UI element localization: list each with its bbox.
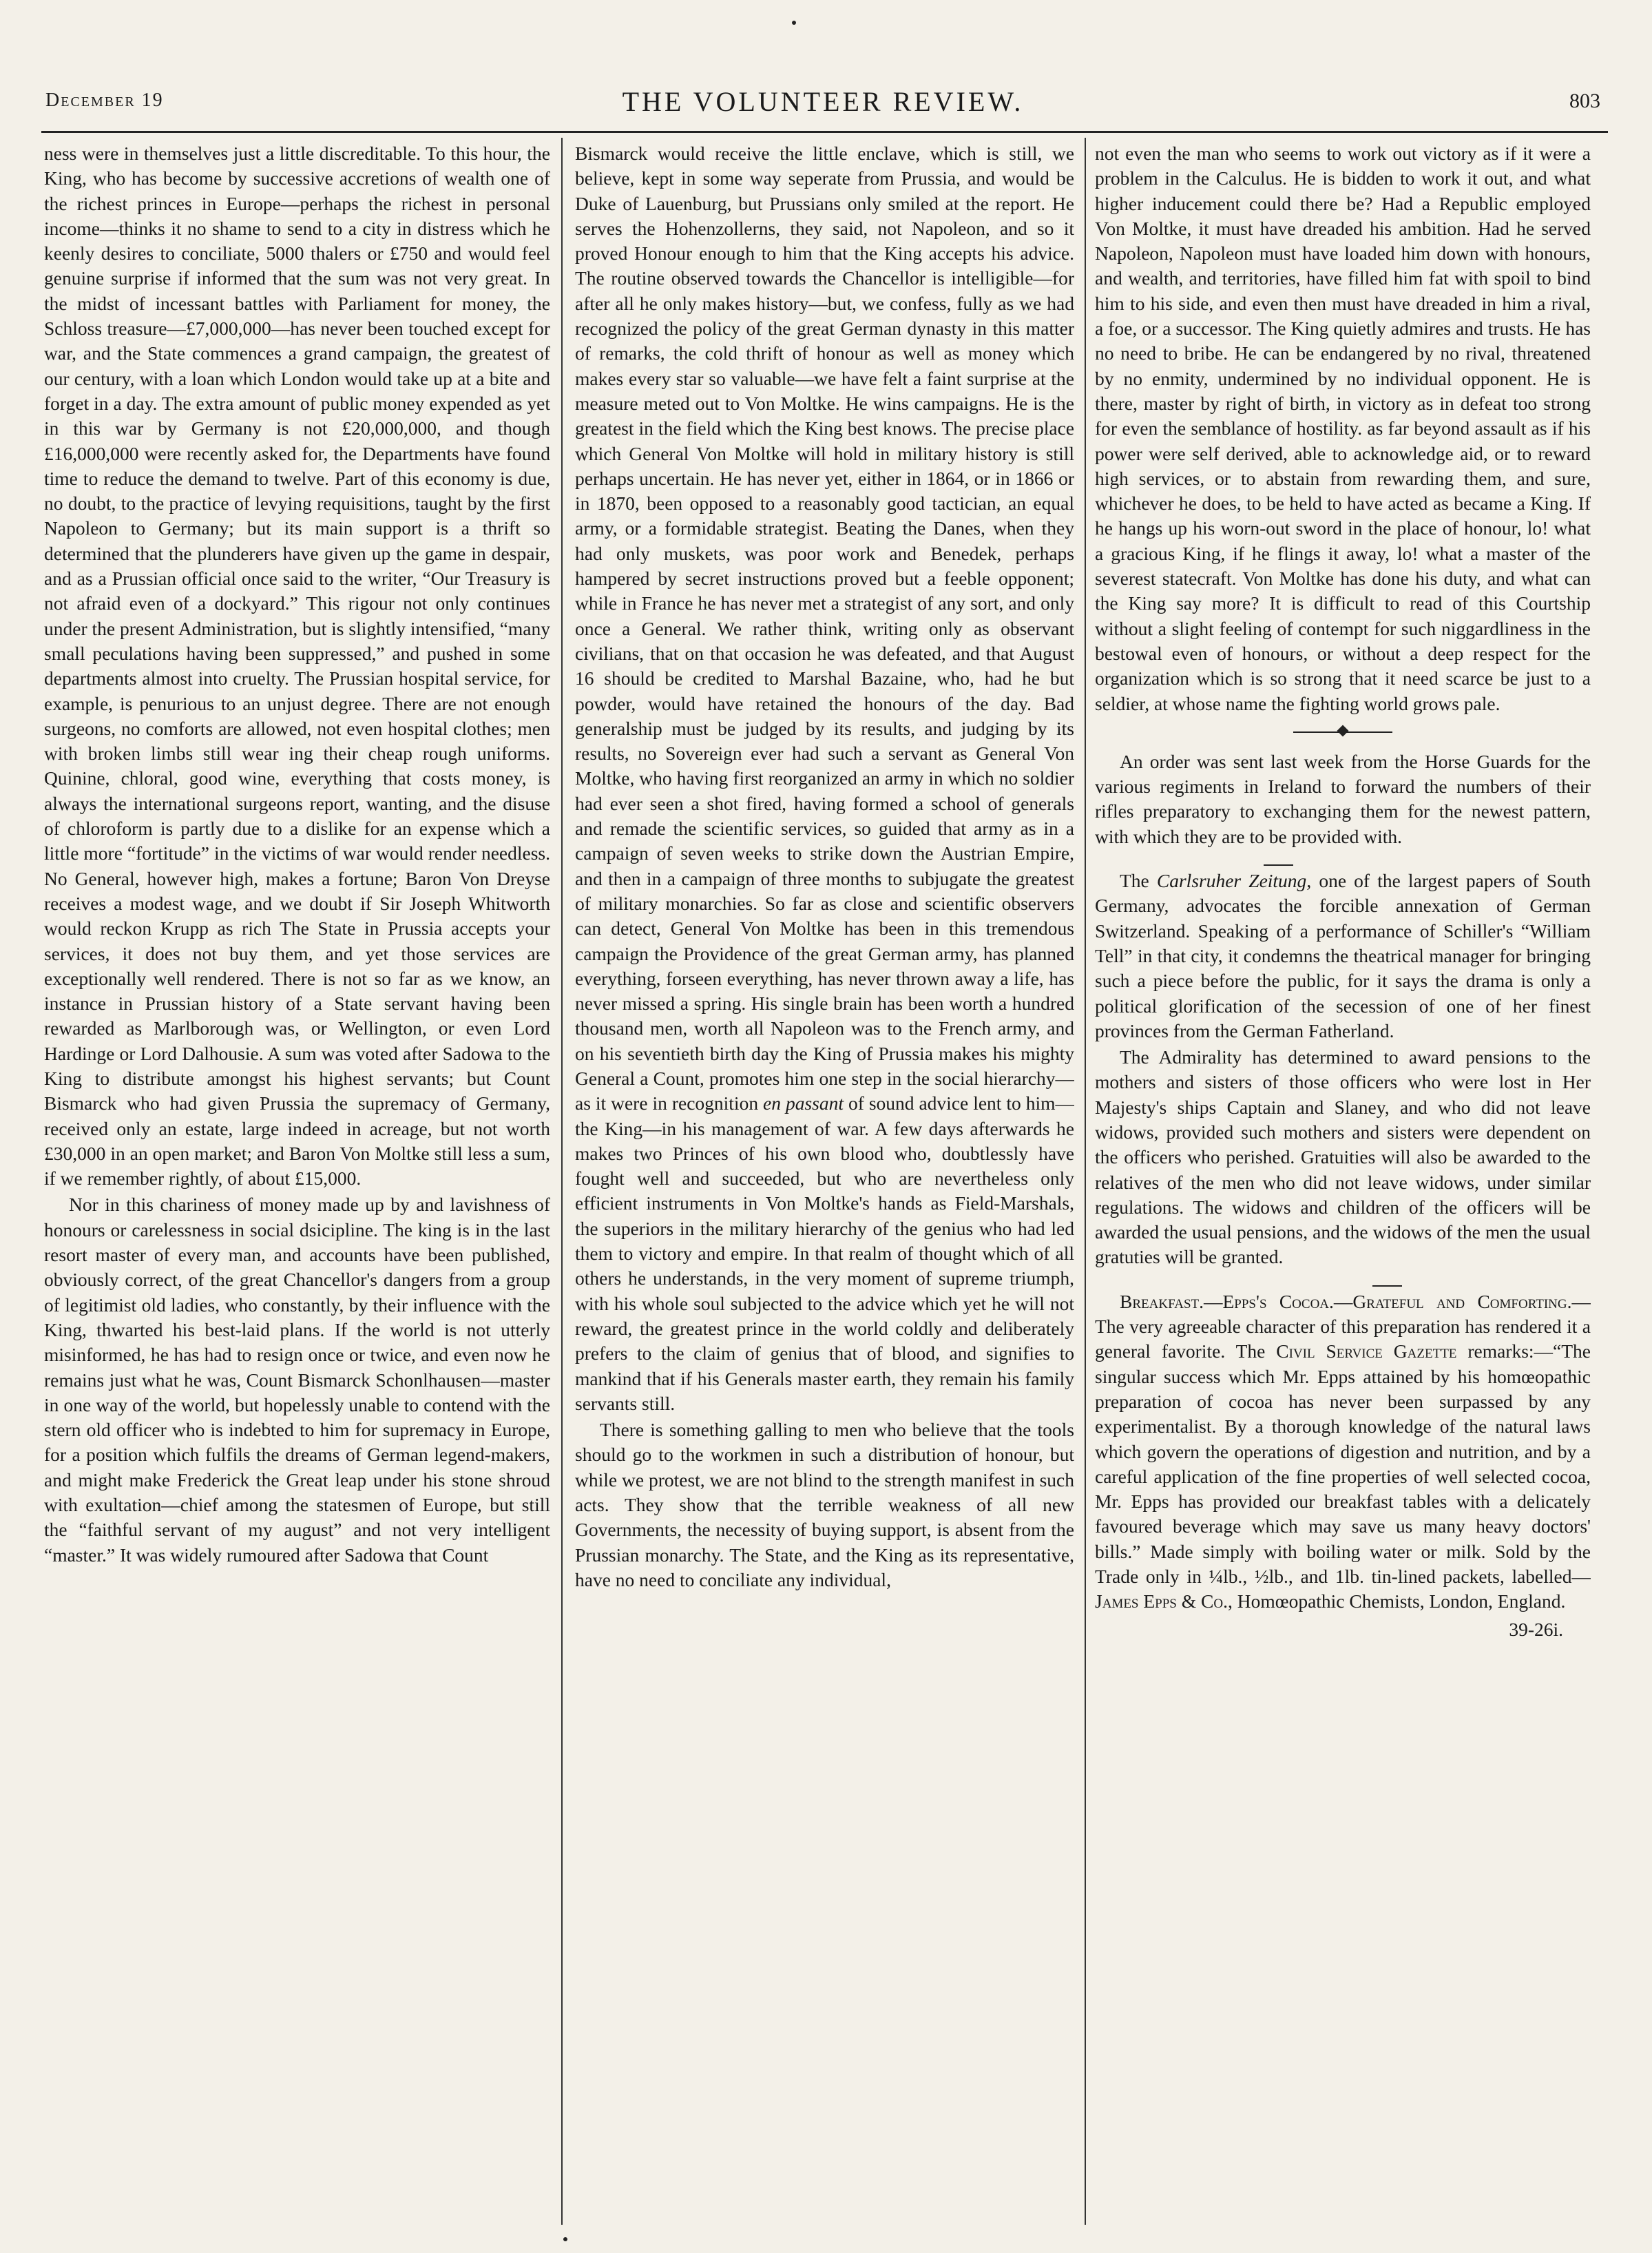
col2-paragraph-2: There is something galling to men who believe that the tools should go to the workmen in such a distribution of honour, but while we protest, we are not blind to the strength manifest in such acts. They show that the terrible weakness of all new Governments, the necessity of buying support, is absent from the Prussian monarchy. The State, and the King as its representative, have no need to conciliate any individual, [575,1419,1074,1590]
header-rule [41,131,1608,133]
ad-body-a: —The very agreeable character of this preparation has rendered it a general favorite. The [1095,1290,1591,1362]
column-3 [1095,141,1591,2152]
column-1 [44,141,550,2152]
col2-p1-italic: en passant [763,1092,844,1114]
header-title: THE VOLUNTEER REVIEW. [622,86,1024,117]
ad-headline: Breakfast.—Epps's Cocoa.—Grateful and Comforting. [1120,1290,1572,1312]
short-separator-2 [1095,1273,1591,1287]
bottom-ink-dot [563,2237,567,2241]
col3-paragraph-3 [1095,869,1591,1044]
column-rule-2 [1085,138,1086,2225]
ad-body-b: remarks:—“The singular success which Mr. Epps attained by his homœopathic preparation of cocoa has never been surpassed by any experimentalist. By a thorough knowledge of the natural laws which govern the operations of digestion and nutrition, and by a careful application of the fine properties of well selected cocoa, Mr. Epps has provided our breakfast tables with a delicately favoured beverage which may save us many heavy doctors' bills.” Made simply with boiling water or milk. Sold by the Trade only in ¼lb., ½lb., and 1lb. tin-lined packets, labelled— [1095,1340,1591,1588]
column-2 [575,141,1074,2152]
ad-code: 39-26i. [1509,1618,1563,1640]
col2-paragraph-1 [575,141,1074,1416]
col3-p3-italic: Carlsruher Zeitung [1156,870,1307,892]
col3-paragraph-4: The Admirality has determined to award pensions to the mothers and sisters of those officers who were lost in Her Majesty's ships Captain and Slaney, and who did not leave widows, provided such mothers and sisters were dependent on the officers who perished. Gratuities will also be awarded to the relatives of the men who did not leave widows, under similar regulations. The widows and children of the officers will be awarded the usual pensions, and the widows of the men the usual gratuties will be granted. [1095,1046,1591,1268]
ad-firm: James Epps & Co. [1095,1590,1228,1612]
separator-diamond [1337,725,1349,736]
short-separator-1 [1095,852,1591,866]
col3-paragraph-2: An order was sent last week from the Horse Guards for the various regiments in Ireland to forward the numbers of their rifles preparatory to exchanging them for the newest pattern, with which they are to be provided with. [1095,750,1591,847]
header-page-number: 803 [1569,90,1600,112]
ad-body-c: , Homœopathic Chemists, London, England. [1227,1590,1566,1612]
header-date: December 19 [45,90,164,111]
top-ink-dot [792,21,796,25]
column-rule-1 [561,138,563,2225]
col3-paragraph-1: not even the man who seems to work out victory as if it were a problem in the Calculus. He is bidden to work it out, and what higher inducement could there be? Had a Republic employed Von Moltke, it must have dreaded his ambition. Had he served Napoleon, Napoleon must have loaded him down with honours, and wealth, and territories, have filled him fat with spoil to bind him to his side, and even then must have dreaded in him a rival, a foe, or a successor. The King quietly admires and trusts. He has no need to bribe. He can be endangered by no rival, threatened by no enmity, undermined by no individual opponent. He is there, master by right of birth, in victory as in defeat too strong for even the semblance of hostility. as far beyond assault as if his power were self derived, able to acknowledge aid, or to reward high services, or to abstain from rewarding them, and sure, whichever he does, to be held to have acted as became a King. If he hangs up his worn-out sword in the place of honour, lo! what a gracious King, if he flings it away, lo! what a master of the severest statecraft. Von Moltke has done his duty, and what can the King say more? It is difficult to read of this Courtship without a slight feeling of contempt for such niggardliness in the bestowal even of honours, or without a deep respect for the organization which is so strong that it need scarce be just to a seldier, at whose name the fighting world grows pale. [1095,143,1591,714]
advertisement-cocoa [1095,1289,1591,1615]
col1-paragraph-1: ness were in themselves just a little discreditable. To this hour, the King, who has become by successive accretions of wealth one of the richest princes in Europe—perhaps the richest in personal income—thinks it no shame to send to a city in distress which he keenly desires to conciliate, 5000 thalers or £750 and would feel genuine surprise if informed that the sum was not very great. In the midst of incessant battles with Parliament for money, the Schloss treasure—£7,000,000—has never been touched except for war, and the State commences a grand campaign, the greatest of our century, with a loan which London would take up at a bite and forget in a day. The extra amount of public money expended as yet in this war by Germany is not £20,000,000, and though £16,000,000 were recently asked for, the Departments have found time to reduce the demand to twelve. Part of this economy is due, no doubt, to the practice of levying requisitions, taught by the first Napoleon to Germany; but its main support is a thrift so determined that the plunderers have given up the game in despair, and as a Prussian official once said to the writer, “Our Treasury is not afraid even of a dockyard.” This rigour not only continues under the present Administration, but is slightly intensified, “many small peculations having been suppressed,” and pushed in some departments almost into cruelty. The Prussian hospital service, for example, is penurious to an unjust degree. There are not enough surgeons, no comforts are allowed, not even hospital clothes; men with broken limbs still wear ing their cheap rough uniforms. Quinine, chloral, good wine, everything that costs money, is always the international surgeons report, wanting, and the disuse of chloroform is partly due to a dislike for an expense which a little more “fortitude” in the victims of war would render needless. No General, however high, makes a fortune; Baron Von Dreyse receives a modest wage, and we doubt if Sir Joseph Whitworth would reckon Krupp as rich The State in Prussia accepts your services, it does not buy them, and yet those services are exceptionally well rendered. There is not so far as we know, an instance in Prussian history of a State servant having been rewarded as Marlborough was, or Wellington, or even Lord Hardinge or Lord Dalhousie. A sum was voted after Sadowa to the King to distribute amongst his highest servants; but Count Bismarck who had given Prussia the supremacy of Germany, received only an estate, large indeed in acreage, but not worth £30,000 in an open market; and Baron Von Moltke still less a sum, if we remember rightly, of about £15,000. [44,143,550,1190]
ad-gazette: Civil Service Gazette [1276,1340,1457,1362]
page-header [41,81,1604,123]
col2-p1-rest: of sound advice lent to him—the King—in his management of war. A few days afterwards he makes two Princes of his own blood who, doubtlessly have fought well and succeeded, but who are nevertheless only efficient instruments in Von Moltke's hands as Field-Marshals, the superiors in the military hierarchy of the genius who had led them to victory and empire. In that realm of thought which of all others he understands, in the very moment of supreme triumph, with his whole soul subjected to the advice which yet he will not reward, the greatest prince in the world coldly and deliberately prefers to the claim of genius that of blood, and signifies to mankind that if his Generals master earth, they remain his family servants still. [575,1092,1074,1414]
col3-p3-b: , one of the largest papers of South Germany, advocates the forcible annexation of German Switzerland. Speaking of a performance of Schiller's “William Tell” in that city, it condemns the theatrical manager for bringing such a piece before the public, for it says the drama is only a political glorification of the secession of one of her finest provinces from the German Fatherland. [1095,870,1591,1041]
col1-paragraph-2: Nor in this chariness of money made up by and lavishness of honours or carelessness in social dsicipline. The king is in the last resort master of every man, and accounts have been published, obviously correct, of the great Chancellor's dangers from a group of legitimist old ladies, who constantly, by their influence with the King, thwarted his best-laid plans. If the world is not utterly misinformed, he has had to resign once or twice, and even now he remains just what he was, Count Bismarck Schonlhausen—master in one way of the world, but hopelessly unable to contend with the stern old officer who is indebted to him for supremacy in Europe, for a position which fulfils the dreams of German legend-makers, and might make Frederick the Great leap under his stone shroud with exultation—chief among the statesmen of Europe, but still the “faithful servant of my august” and not very intelligent “master.” It was widely rumoured after Sadowa that Count [44,1194,550,1566]
col2-p1-text: Bismarck would receive the little enclave, which is still, we believe, kept in some way seperate from Prussia, and would be Duke of Lauenburg, but Prussians only smiled at the report. He serves the Hohenzollerns, they said, not Napoleon, and so it proved Honour enough to him that the King accepts his advice. The routine observed towards the Chancellor is intelligible—for after all he only makes history—but, we confess, fully as we had recognized the policy of the great German dynasty in this matter of remarks, the cold thrift of honour as well as money which makes every star so valuable—we have felt a faint surprise at the measure meted out to Von Moltke. He wins campaigns. He is the greatest in the field which the King best knows. The precise place which General Von Moltke will hold in military history is still perhaps uncertain. He has never yet, either in 1864, or in 1866 or in 1870, been opposed to a reasonably good tactician, an equal army, or a formidable strategist. Beating the Danes, when they had only muskets, was poor work and Benedek, perhaps hampered by secret instructions proved but a feeble opponent; while in France he has never met a strategist of any sort, and only once a General. We rather think, writing only as observant civilians, that on that occasion he was defeated, and that August 16 should be credited to Marshal Bazaine, who, had he but powder, would have retained the honours of the day. Bad generalship must be judged by its results, and judging by its results, no Sovereign ever had such a servant as General Von Moltke, who having first reorganized an army in which no soldier had ever seen a shot fired, having formed a school of generals and remade the scientific services, so guided that army as in a campaign of seven weeks to strike down the Austrian Empire, and then in a campaign of three months to subjugate the greatest of military monarchies. So far as close and scientific observers can detect, General Von Moltke has been in this tremendous campaign the Providence of the great German army, has planned everything, forseen everything, has never thrown away a life, has never missed a spring. His single brain has been worth a hundred thousand men, worth all Napoleon was to the French army, and on his seventieth birth day the King of Prussia makes his mighty General a Count, promotes him one step in the social hierarchy—as it were in recognition [575,143,1074,1114]
col3-p3-a: The [1120,870,1157,892]
section-separator [1095,719,1591,747]
